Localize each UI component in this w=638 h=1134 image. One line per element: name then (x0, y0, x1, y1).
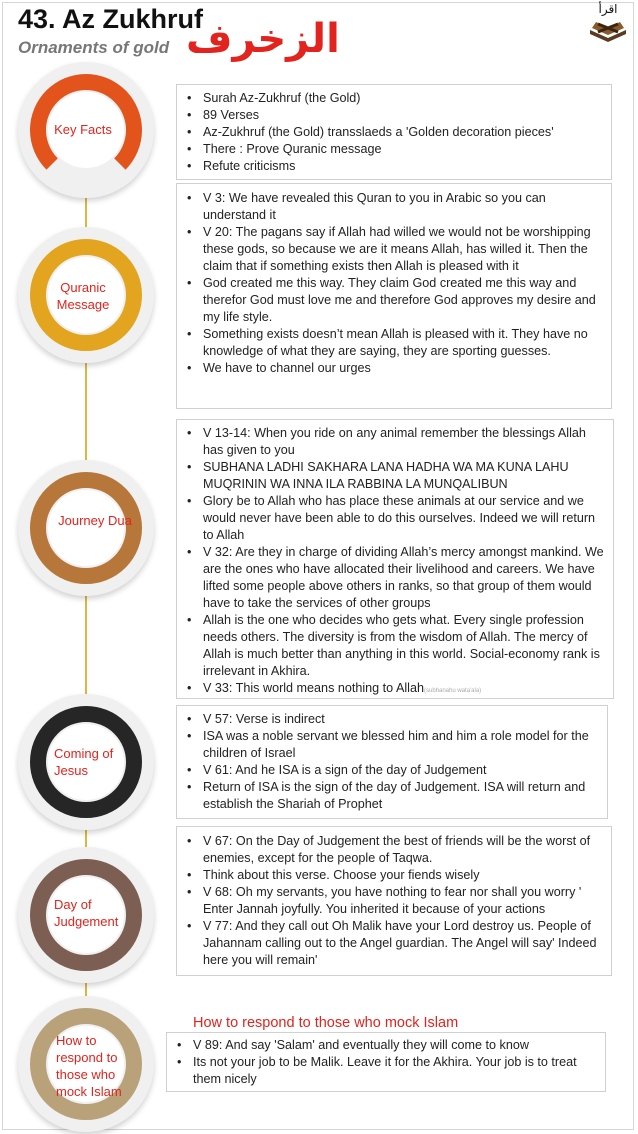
circle-label-quranic-message: Quranic Message (56, 280, 110, 312)
list-item: • V 68: Oh my servants, you have nothing to fear nor shall you worry ' Enter Jannah joyfully. You inherited it because of your actions (203, 884, 605, 918)
list-item: • V 13-14: When you ride on any animal remember the blessings Allah has given to you (203, 425, 607, 459)
list-item: • Glory be to Allah who has place these animals at our service and we would never have been able to do this ourselves. Indeed we will return to Allah (203, 493, 607, 544)
list-item: • V 77: And they call out Oh Malik have your Lord destroy us. People of Jahannam calling out to the Angel guardian. The Angel will say' Indeed here you will remain' (203, 918, 605, 969)
circle-label-how-to-respond: How to respond to those who mock Islam (56, 1033, 122, 1099)
box-journey-dua (176, 419, 614, 699)
list-item: • Think about this verse. Choose your fiends wisely (203, 867, 605, 884)
list-item: • Its not your job to be Malik. Leave it for the Akhira. Your job is to treat them nicely (193, 1054, 599, 1088)
circle-label-day-of-judgement: Day of Judgement (54, 897, 119, 929)
box-coming-of-jesus (176, 705, 608, 819)
list-item: • V 20: The pagans say if Allah had willed we would not be worshipping these gods, so because we are it means Allah, has willed it. Then the claim that if something exists then Allah is pleased with it (203, 224, 605, 275)
list-item: • V 3: We have revealed this Quran to you in Arabic so you can understand it (203, 190, 605, 224)
list-item: • V 67: On the Day of Judgement the best of friends will be the worst of enemies, except for the people of Taqwa. (203, 833, 605, 867)
page-title: 43. Az Zukhruf (18, 4, 204, 34)
circle-label-journey-dua: Journey Dua (58, 513, 132, 528)
circle-label-key-facts: Key Facts (54, 122, 112, 137)
logo-text: اقرأ (598, 2, 618, 16)
list-item: • Az-Zukhruf (the Gold) transslaeds a 'Golden decoration pieces' (203, 124, 605, 141)
list-item: • There : Prove Quranic message (203, 141, 605, 158)
list-item: • V 32: Are they in charge of dividing Allah’s mercy amongst mankind. We are the ones who have allocated their livelihood and careers. We have lifted some people above others in ranks, so that group of them would have to take the services of other groups (203, 544, 607, 612)
list-item: • We have to channel our urges (203, 360, 605, 377)
list-item: • God created me this way. They claim God created me this way and therefor God must love me and therefore God approves my desire and my life style. (203, 275, 605, 326)
list-item: • V 89: And say 'Salam' and eventually they will come to know (193, 1037, 599, 1054)
box-key-facts (176, 84, 612, 180)
list-item: • Something exists doesn’t mean Allah is pleased with it. They have no knowledge of what they are saying, they are sporting guesses. (203, 326, 605, 360)
list-item: • ISA was a noble servant we blessed him and him a role model for the children of Israel (203, 728, 601, 762)
list-item: • Allah is the one who decides who gets what. Every single profession needs others. The diversity is from the wisdom of Allah. The mercy of Allah is much better than anything in this world. Social-economy rank is irrelevant in Akhira. (203, 612, 607, 680)
list-item: • Refute criticisms (203, 158, 605, 175)
box-quranic-message (176, 183, 612, 409)
arabic-title: الزخرف (186, 16, 340, 62)
swt-annotation: (subhanahu wata'ala) (424, 688, 482, 694)
list-item: • Surah Az-Zukhruf (the Gold) (203, 90, 605, 107)
box-day-of-judgement (176, 826, 612, 976)
page-subtitle: Ornaments of gold (18, 38, 170, 57)
circle-label-coming-of-jesus: Coming of Jesus (54, 746, 114, 778)
section-heading-how-to-respond: How to respond to those who mock Islam (193, 1015, 459, 1031)
list-item: • 89 Verses (203, 107, 605, 124)
list-item: • V 57: Verse is indirect (203, 711, 601, 728)
list-item: • SUBHANA LADHI SAKHARA LANA HADHA WA MA KUNA LAHU MUQRININ WA INNA ILA RABBINA LA MUNQALIBUN (203, 459, 607, 493)
list-item-text: V 33: This world means nothing to Allah (203, 681, 424, 695)
box-how-to-respond (166, 1032, 606, 1092)
list-item: • Return of ISA is the sign of the day of Judgement. ISA will return and establish the Shariah of Prophet (203, 779, 601, 813)
list-item (203, 680, 607, 700)
list-item: • V 61: And he ISA is a sign of the day of Judgement (203, 762, 601, 779)
